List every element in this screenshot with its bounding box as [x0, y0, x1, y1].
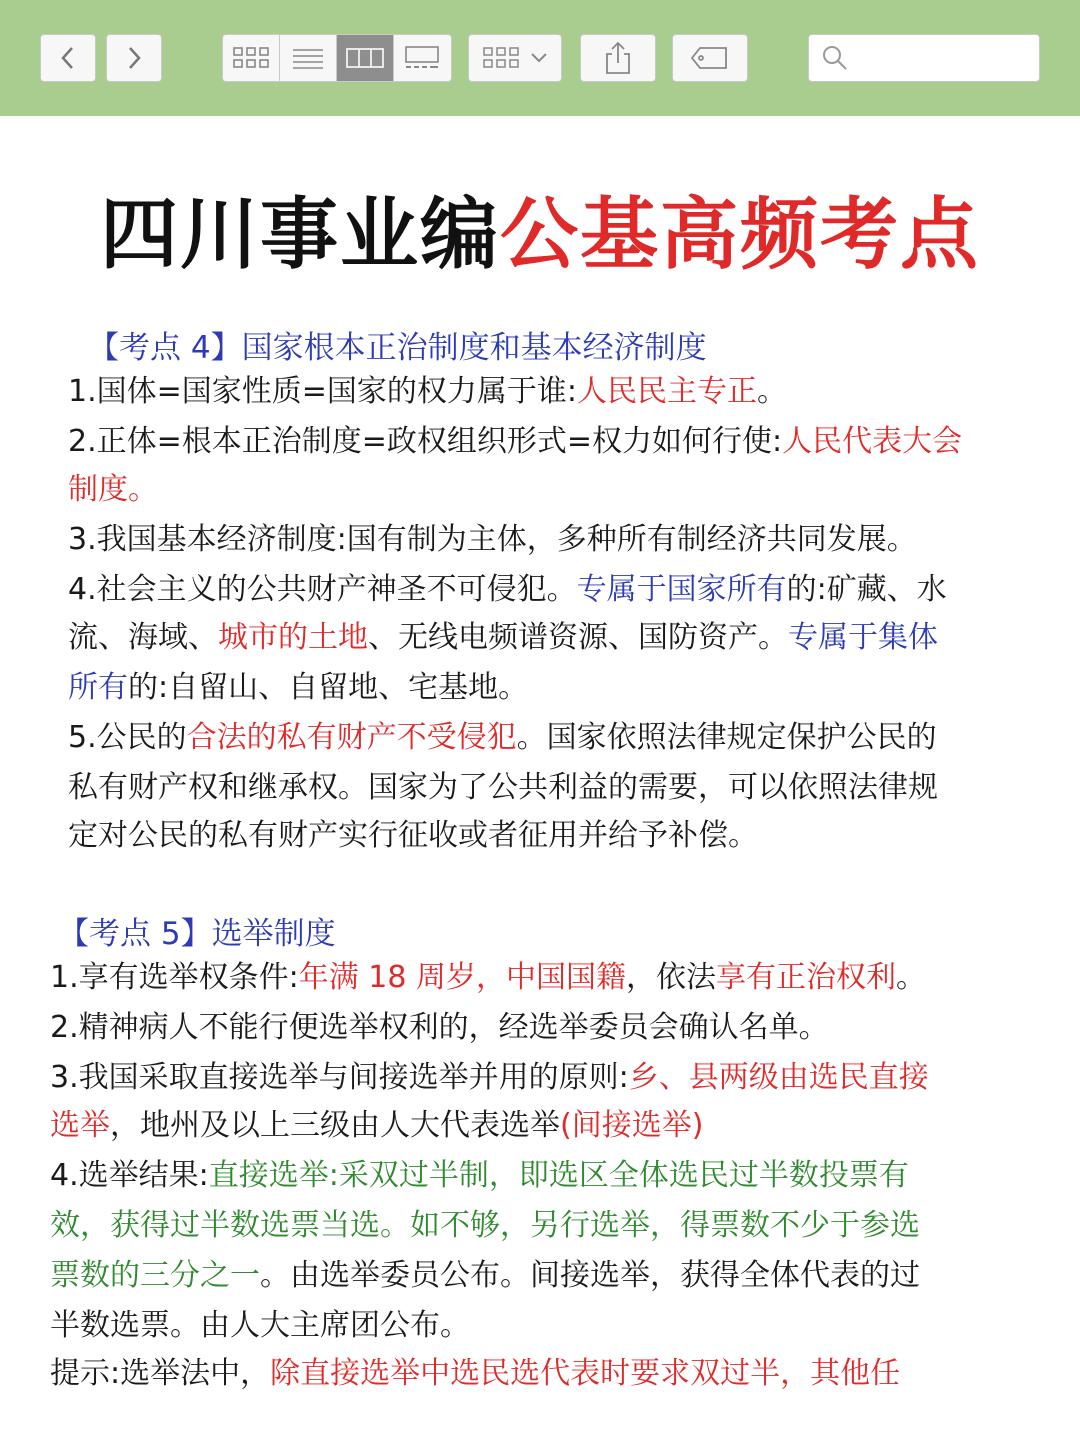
section-5-heading: 【考点 5】选举制度 [58, 916, 336, 952]
back-button[interactable] [40, 34, 96, 82]
section-5-line-4: 选举，地州及以上三级由人大代表选举(间接选举) [50, 1108, 704, 1143]
chevron-down-icon [529, 51, 549, 65]
list-view-button[interactable] [280, 35, 337, 81]
search-input[interactable] [857, 38, 1037, 78]
toolbar [0, 0, 1080, 116]
section-4-line-5: 4.社会主义的公共财产神圣不可侵犯。专属于国家所有的:矿藏、水 [68, 572, 947, 607]
title-part-red: 公基高频考点 [500, 190, 981, 280]
tag-icon [690, 44, 730, 72]
group-by-icon [481, 45, 521, 71]
grid-view-icon [231, 45, 271, 71]
share-button[interactable] [580, 34, 656, 82]
column-view-button[interactable] [337, 35, 394, 81]
section-5-line-9: 提示:选举法中，除直接选举中选民选代表时要求双过半，其他任 [50, 1356, 901, 1391]
title-part-black: 四川事业编 [99, 190, 500, 280]
group-by-button[interactable] [468, 34, 562, 82]
gallery-view-icon [402, 45, 442, 71]
section-4-line-1: 1.国体=国家性质=国家的权力属于谁:人民民主专正。 [68, 374, 788, 409]
section-4-line-7: 所有的:自留山、自留地、宅基地。 [68, 670, 529, 705]
forward-button[interactable] [106, 34, 162, 82]
share-icon [603, 41, 633, 75]
section-5-line-1: 1.享有选举权条件:年满 18 周岁，中国国籍，依法享有正治权利。 [50, 960, 926, 995]
search-box[interactable] [808, 34, 1040, 82]
tag-button[interactable] [672, 34, 748, 82]
section-4-line-8: 5.公民的合法的私有财产不受侵犯。国家依照法律规定保护公民的 [68, 720, 937, 755]
section-4-line-4: 3.我国基本经济制度:国有制为主体，多种所有制经济共同发展。 [68, 522, 917, 557]
chevron-left-icon [58, 44, 78, 72]
section-4-line-9: 私有财产权和继承权。国家为了公共利益的需要，可以依照法律规 [68, 770, 938, 805]
section-4-heading: 【考点 4】国家根本正治制度和基本经济制度 [88, 330, 707, 366]
section-4-line-6: 流、海域、城市的土地、无线电频谱资源、国防资产。专属于集体 [68, 620, 938, 655]
section-5-line-8: 半数选票。由人大主席团公布。 [50, 1308, 470, 1343]
column-view-icon [345, 46, 385, 70]
section-5-line-6: 效，获得过半数选票当选。如不够，另行选举，得票数不少于参选 [50, 1208, 920, 1243]
grid-view-button[interactable] [223, 35, 280, 81]
chevron-right-icon [124, 44, 144, 72]
page-title [0, 172, 1080, 284]
section-5-line-2: 2.精神病人不能行便选举权利的，经选举委员会确认名单。 [50, 1010, 829, 1045]
list-view-icon [291, 46, 325, 70]
section-5-line-3: 3.我国采取直接选举与间接选举并用的原则:乡、县两级由选民直接 [50, 1060, 929, 1095]
section-5-line-5: 4.选举结果:直接选举:采双过半制，即选区全体选民过半数投票有 [50, 1158, 909, 1193]
section-4-line-2: 2.正体=根本正治制度=政权组织形式=权力如何行使:人民代表大会 [68, 424, 963, 459]
search-icon [821, 44, 849, 72]
gallery-view-button[interactable] [394, 35, 451, 81]
section-4-line-3: 制度。 [68, 472, 158, 507]
section-5-line-7: 票数的三分之一。由选举委员公布。间接选举，获得全体代表的过 [50, 1258, 920, 1293]
view-mode-group [222, 34, 452, 82]
section-4-line-10: 定对公民的私有财产实行征收或者征用并给予补偿。 [68, 818, 758, 853]
